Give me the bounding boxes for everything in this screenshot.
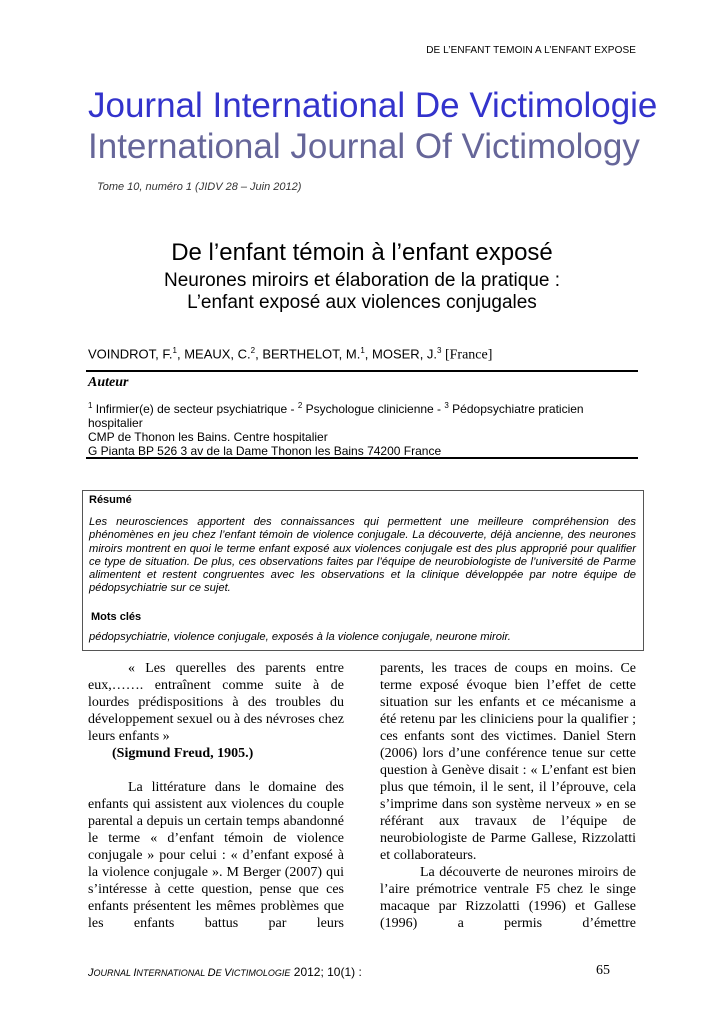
keywords-heading: Mots clés	[91, 611, 142, 623]
affiliation-mark: 3	[444, 401, 449, 410]
affiliation-role: Pédopsychiatre praticien hospitalier	[88, 402, 584, 430]
footer-smallcaps: NTERNATIONAL	[136, 968, 208, 978]
body-column-left	[88, 660, 344, 932]
author-name: VOINDROT, F.	[88, 346, 173, 362]
author-name: , BERTHELOT, M.	[255, 346, 361, 362]
affiliation-mark: 2	[297, 401, 303, 410]
subtitle-line-1: Neurones miroirs et élaboration de la pratique :	[163, 270, 561, 291]
footer-smallcaps: OURNAL	[93, 968, 134, 978]
footer-journal-citation	[88, 965, 362, 979]
affiliation-block	[88, 399, 633, 458]
journal-title-fr: Journal International De Victimologie	[88, 86, 658, 125]
body-paragraph: La littérature dans le domaine des enfants qui assistent aux violences du couple parental a depuis un certain temps abandonné le terme « d’enfant témoin de violence conjugale » pour celui : « d’enfant exposé à la violence conjugale ». M Berger (2007) qui s’intéresse à cette question, pense que ces enfants présentent les mêmes problèmes que les enfants battus par leurs	[88, 780, 344, 931]
affiliation-mark: 1	[88, 401, 93, 410]
footer-smallcaps: ICTIMOLOGIE	[231, 968, 291, 978]
footer-volume: 2012; 10(1) :	[290, 965, 362, 979]
footer-cap: I	[133, 967, 137, 979]
running-head-text: DE L’ENFANT TEMOIN A L’ENFANT EXPOSE	[426, 45, 636, 56]
affiliation-role: Psychologue clinicienne -	[302, 402, 445, 416]
affiliation-institution: CMP de Thonon les Bains. Centre hospitalier	[88, 430, 328, 444]
author-affiliation-mark: 1	[360, 346, 365, 355]
epigraph-quote: « Les querelles des parents entre eux,……. entraînent comme suite à de lourdes prédispositions à des troubles du développement sexuel ou à des névroses chez leurs enfants »	[88, 661, 344, 744]
footer-cap: J	[88, 967, 94, 979]
footer-smallcaps: E	[215, 968, 225, 978]
affiliation-roles	[88, 399, 633, 430]
article-title: De l’enfant témoin à l’enfant exposé	[171, 239, 553, 266]
author-country: [France]	[441, 347, 493, 363]
author-name: , MEAUX, C.	[176, 346, 251, 362]
page-number: 65	[596, 963, 610, 978]
author-divider-top	[86, 370, 638, 372]
footer-cap: D	[207, 967, 216, 979]
author-divider-bottom	[86, 457, 638, 459]
author-affiliation-mark: 2	[250, 346, 256, 355]
body-paragraph: La découverte de neurones miroirs de l’aire prémotrice ventrale F5 chez le singe macaque par Rizzolatti (1996) et Gallese (1996) a permis d’émettre	[380, 865, 636, 931]
keywords-text: pédopsychiatrie, violence conjugale, exposés à la violence conjugale, neurone miroir.	[89, 631, 511, 643]
running-head	[0, 45, 636, 56]
journal-title-en: International Journal Of Victimology	[88, 127, 640, 166]
abstract-text: Les neurosciences apportent des connaissances qui permettent une meilleure compréhension des phénomènes en jeu chez l’enfant témoin de violence conjugale. La découverte, déjà ancienne, des neurones miroirs montrent en quoi le terme enfant exposé aux violences conjugale est des plus approprié pour qualifier ce type de situation. De plus, ces observations faites par l’équipe de neurobiologiste de l’université de Parme alimentent et restent congruentes avec les observations et la clinique développée par notre équipe de pédopsychiatrie sur ce sujet.	[89, 516, 636, 595]
author-list	[88, 346, 492, 363]
epigraph-attribution: (Sigmund Freud, 1905.)	[112, 746, 254, 761]
affiliation-address: G Pianta BP 526 3 av de la Dame Thonon les Bains 74200 France	[88, 444, 442, 458]
subtitle-line-2: L’enfant exposé aux violences conjugales	[187, 292, 537, 313]
auteur-heading: Auteur	[88, 375, 129, 390]
abstract-heading: Résumé	[89, 494, 132, 506]
author-affiliation-mark: 1	[172, 346, 177, 355]
footer-cap: V	[224, 967, 232, 979]
body-paragraph: parents, les traces de coups en moins. Ce terme exposé évoque bien l’effet de cette situation sur les enfants et ce mécanisme a été retenu par les cliniciens pour la qualifier ; ces enfants sont des victimes. Daniel Stern (2006) lors d’une conférence tenue sur cette question à Genève disait : « L’enfant est bien plus que témoin, il le sent, il l’éprouve, cela s’imprime dans son système nerveux » en se référant aux travaux de l’équipe de neurobiologiste de Parme Gallese, Rizzolatti et collaborateurs.	[380, 661, 636, 863]
issue-line: Tome 10, numéro 1 (JIDV 28 – Juin 2012)	[97, 181, 302, 193]
body-column-right	[380, 660, 636, 932]
article-subtitle	[100, 270, 624, 314]
affiliation-role: Infirmier(e) de secteur psychiatrique -	[92, 402, 298, 416]
author-name: , MOSER, J.	[364, 346, 438, 362]
author-affiliation-mark: 3	[437, 346, 442, 355]
